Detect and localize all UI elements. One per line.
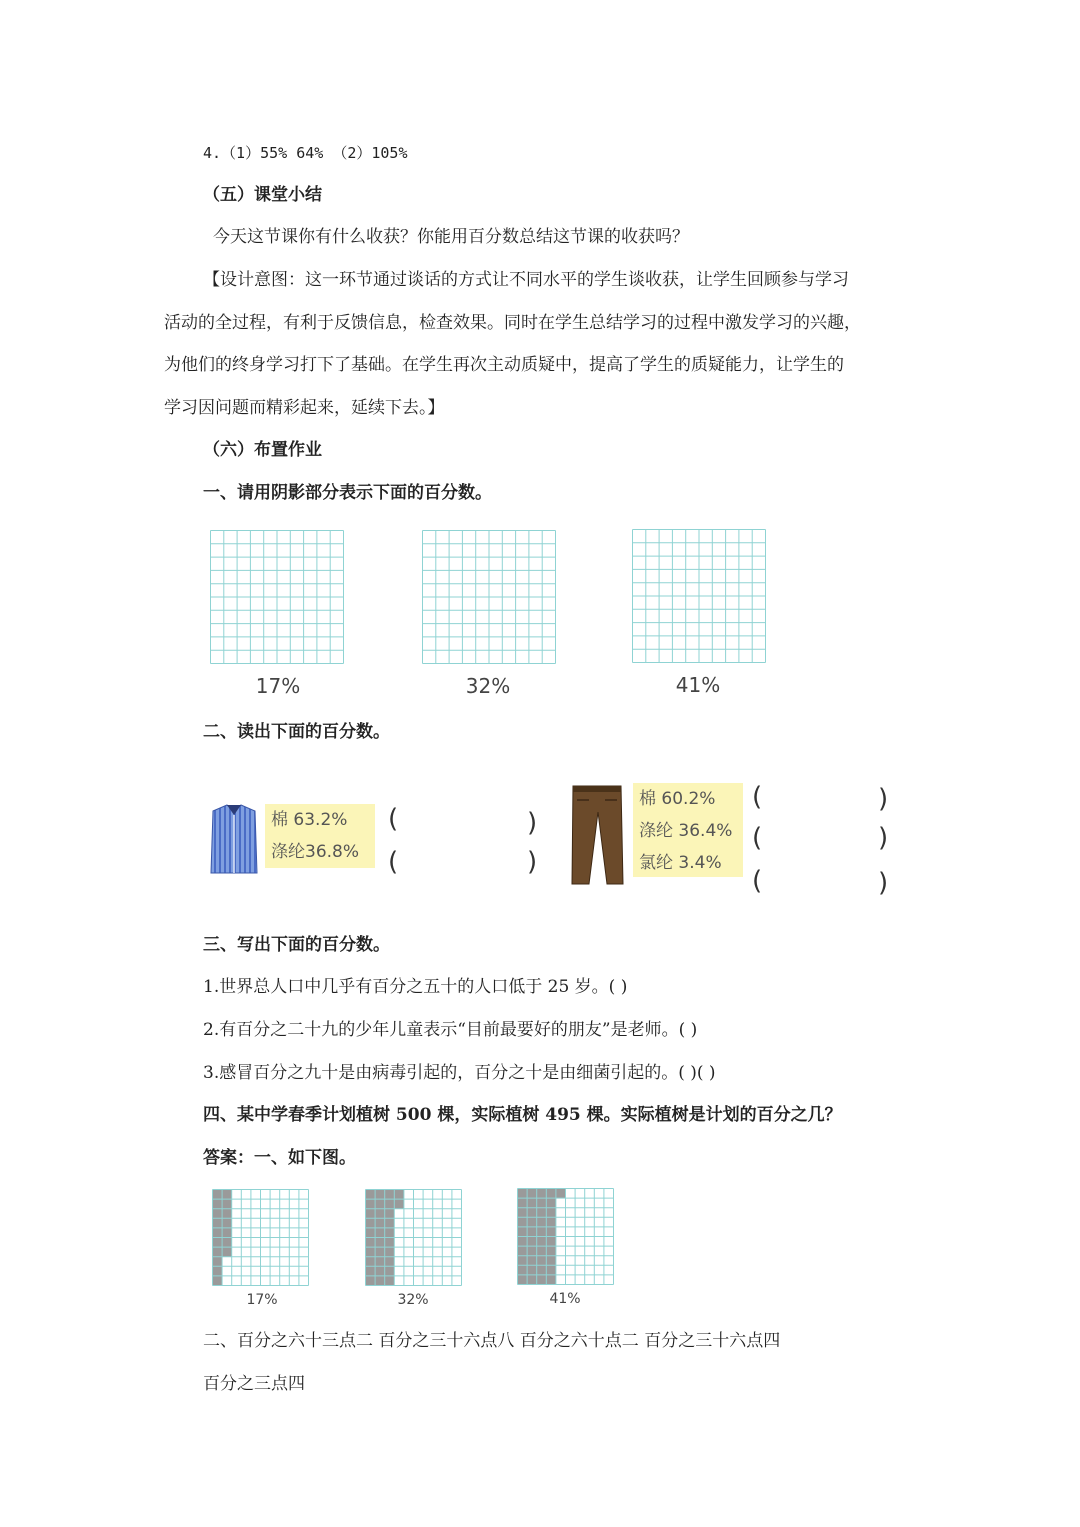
pants-answer-1-open: ( <box>752 782 763 812</box>
shaded-cell <box>546 1198 556 1208</box>
q3-item-3: 3.感冒百分之九十是由病毒引起的，百分之十是由细菌引起的。( )( ) <box>203 1063 716 1083</box>
pants-answer-3-open: ( <box>752 866 763 896</box>
shaded-cell <box>527 1198 537 1208</box>
shaded-cell <box>527 1275 537 1285</box>
shaded-cell <box>546 1227 556 1237</box>
q3-title: 三、写出下面的百分数。 <box>203 935 390 955</box>
shaded-cell <box>518 1265 528 1275</box>
shaded-cell <box>537 1217 547 1227</box>
shaded-cell <box>546 1189 556 1199</box>
blank-grid-1 <box>210 530 344 664</box>
shaded-cell <box>518 1198 528 1208</box>
shaded-cell <box>222 1209 232 1219</box>
shaded-cell <box>375 1209 385 1219</box>
shaded-cell <box>366 1218 376 1228</box>
pants-answer-2-close: ) <box>878 823 889 853</box>
answer-grid-17-label: 17% <box>246 1292 278 1308</box>
shaded-cell <box>527 1217 537 1227</box>
q4-question: 四、某中学春季计划植树 500 棵，实际植树 495 棵。实际植树是计划的百分之几？ <box>203 1105 842 1125</box>
pants-answer-2-open: ( <box>752 823 763 853</box>
shaded-cell <box>546 1237 556 1247</box>
shaded-cell <box>213 1190 223 1200</box>
shaded-cell <box>222 1247 232 1257</box>
shaded-cell <box>366 1247 376 1257</box>
shaded-cell <box>385 1247 395 1257</box>
pants-polyester-label: 涤纶 36.4% <box>639 821 733 841</box>
shaded-cell <box>375 1238 385 1248</box>
answer-grid-41 <box>517 1188 614 1285</box>
shaded-cell <box>537 1246 547 1256</box>
shaded-cell <box>366 1199 376 1209</box>
shaded-cell <box>527 1208 537 1218</box>
shaded-cell <box>385 1276 395 1286</box>
shaded-cell <box>375 1257 385 1267</box>
shaded-cell <box>518 1217 528 1227</box>
blank-grid-2-label: 32% <box>465 674 511 698</box>
shaded-cell <box>375 1247 385 1257</box>
shaded-cell <box>518 1246 528 1256</box>
shaded-cell <box>222 1238 232 1248</box>
shaded-cell <box>394 1199 404 1209</box>
shaded-cell <box>546 1265 556 1275</box>
shaded-cell <box>213 1199 223 1209</box>
homework-heading: （六）布置作业 <box>203 440 322 460</box>
shaded-cell <box>537 1208 547 1218</box>
shaded-cell <box>385 1228 395 1238</box>
design-intent-line-3: 为他们的终身学习打下了基础。在学生再次主动质疑中，提高了学生的质疑能力，让学生的 <box>164 355 844 375</box>
shaded-cell <box>213 1266 223 1276</box>
shaded-cell <box>222 1190 232 1200</box>
answer-grid-41-label: 41% <box>549 1291 581 1307</box>
shirt-fabric-tag <box>265 804 375 868</box>
shaded-cell <box>213 1209 223 1219</box>
pants-image <box>569 784 625 892</box>
shirt-answer-1-open: ( <box>388 804 399 834</box>
shaded-cell <box>527 1227 537 1237</box>
answer-grid-17 <box>212 1189 309 1286</box>
shaded-cell <box>546 1256 556 1266</box>
summary-heading: （五）课堂小结 <box>203 185 322 205</box>
shirt-image <box>209 803 259 879</box>
pants-cotton-label: 棉 60.2% <box>639 789 716 809</box>
pants-answer-1-close: ) <box>878 784 889 814</box>
shaded-cell <box>385 1199 395 1209</box>
shaded-cell <box>366 1238 376 1248</box>
shaded-cell <box>546 1208 556 1218</box>
answer-2-line-2: 百分之三点四 <box>203 1374 305 1394</box>
shaded-cell <box>366 1276 376 1286</box>
pants-chlorofiber-label: 氯纶 3.4% <box>639 853 722 873</box>
blank-grid-1-label: 17% <box>255 674 301 698</box>
shirt-answer-2-close: ) <box>527 847 538 877</box>
shaded-cell <box>546 1246 556 1256</box>
shaded-cell <box>375 1228 385 1238</box>
shaded-cell <box>537 1265 547 1275</box>
shaded-cell <box>518 1227 528 1237</box>
shaded-cell <box>556 1189 566 1199</box>
shaded-cell <box>385 1190 395 1200</box>
shaded-cell <box>213 1218 223 1228</box>
q3-item-1: 1.世界总人口中几乎有百分之五十的人口低于 25 岁。( ) <box>203 977 628 997</box>
shaded-cell <box>375 1276 385 1286</box>
shaded-cell <box>213 1228 223 1238</box>
shaded-cell <box>385 1209 395 1219</box>
blank-grid-2 <box>422 530 556 664</box>
shaded-cell <box>213 1247 223 1257</box>
blank-grid-3 <box>632 529 766 663</box>
shaded-cell <box>518 1256 528 1266</box>
shaded-cell <box>375 1199 385 1209</box>
design-intent-line-1: 【设计意图：这一环节通过谈话的方式让不同水平的学生谈收获，让学生回顾参与学习 <box>203 270 849 290</box>
q1-title: 一、请用阴影部分表示下面的百分数。 <box>203 483 492 503</box>
shaded-cell <box>375 1266 385 1276</box>
shaded-cell <box>546 1275 556 1285</box>
answers-heading: 答案：一、如下图。 <box>203 1148 356 1168</box>
shaded-cell <box>375 1218 385 1228</box>
shaded-cell <box>537 1198 547 1208</box>
shaded-cell <box>537 1227 547 1237</box>
shaded-cell <box>537 1189 547 1199</box>
shaded-cell <box>518 1189 528 1199</box>
shaded-cell <box>518 1275 528 1285</box>
shaded-cell <box>527 1265 537 1275</box>
design-intent-line-4: 学习因问题而精彩起来，延续下去。】 <box>164 398 445 418</box>
shaded-cell <box>527 1246 537 1256</box>
answer-2-line-1: 二、百分之六十三点二 百分之三十六点八 百分之六十点二 百分之三十六点四 <box>203 1331 781 1351</box>
shaded-cell <box>546 1217 556 1227</box>
shaded-cell <box>537 1275 547 1285</box>
q2-title: 二、读出下面的百分数。 <box>203 722 390 742</box>
design-intent-line-2: 活动的全过程，有利于反馈信息，检查效果。同时在学生总结学习的过程中激发学习的兴趣， <box>164 313 861 333</box>
shaded-cell <box>375 1190 385 1200</box>
shirt-polyester-label: 涤纶36.8% <box>271 842 360 862</box>
shaded-cell <box>385 1266 395 1276</box>
shaded-cell <box>527 1237 537 1247</box>
shaded-cell <box>537 1256 547 1266</box>
shaded-cell <box>213 1257 223 1267</box>
shaded-cell <box>222 1228 232 1238</box>
previous-answer-line: 4.（1）55% 64% （2）105% <box>203 144 408 162</box>
shaded-cell <box>366 1228 376 1238</box>
shaded-cell <box>366 1190 376 1200</box>
shaded-cell <box>518 1237 528 1247</box>
shaded-cell <box>213 1238 223 1248</box>
shaded-cell <box>518 1208 528 1218</box>
pants-fabric-tag <box>633 783 743 877</box>
shaded-cell <box>222 1199 232 1209</box>
shaded-cell <box>213 1276 223 1286</box>
shaded-cell <box>366 1257 376 1267</box>
shaded-cell <box>385 1257 395 1267</box>
shaded-cell <box>537 1237 547 1247</box>
answer-grid-32-label: 32% <box>397 1292 429 1308</box>
shaded-cell <box>366 1266 376 1276</box>
answer-grid-32 <box>365 1189 462 1286</box>
shaded-cell <box>385 1218 395 1228</box>
pants-answer-3-close: ) <box>878 868 889 898</box>
blank-grid-3-label: 41% <box>675 673 721 697</box>
shaded-cell <box>394 1190 404 1200</box>
shirt-answer-2-open: ( <box>388 847 399 877</box>
q3-item-2: 2.有百分之二十九的少年儿童表示“目前最要好的朋友”是老师。( ) <box>203 1020 698 1040</box>
shirt-cotton-label: 棉 63.2% <box>271 810 348 830</box>
shaded-cell <box>527 1189 537 1199</box>
shaded-cell <box>527 1256 537 1266</box>
summary-question: 今天这节课你有什么收获？你能用百分数总结这节课的收获吗？ <box>213 227 689 247</box>
shirt-answer-1-close: ) <box>527 808 538 838</box>
shaded-cell <box>385 1238 395 1248</box>
shaded-cell <box>366 1209 376 1219</box>
shaded-cell <box>222 1218 232 1228</box>
